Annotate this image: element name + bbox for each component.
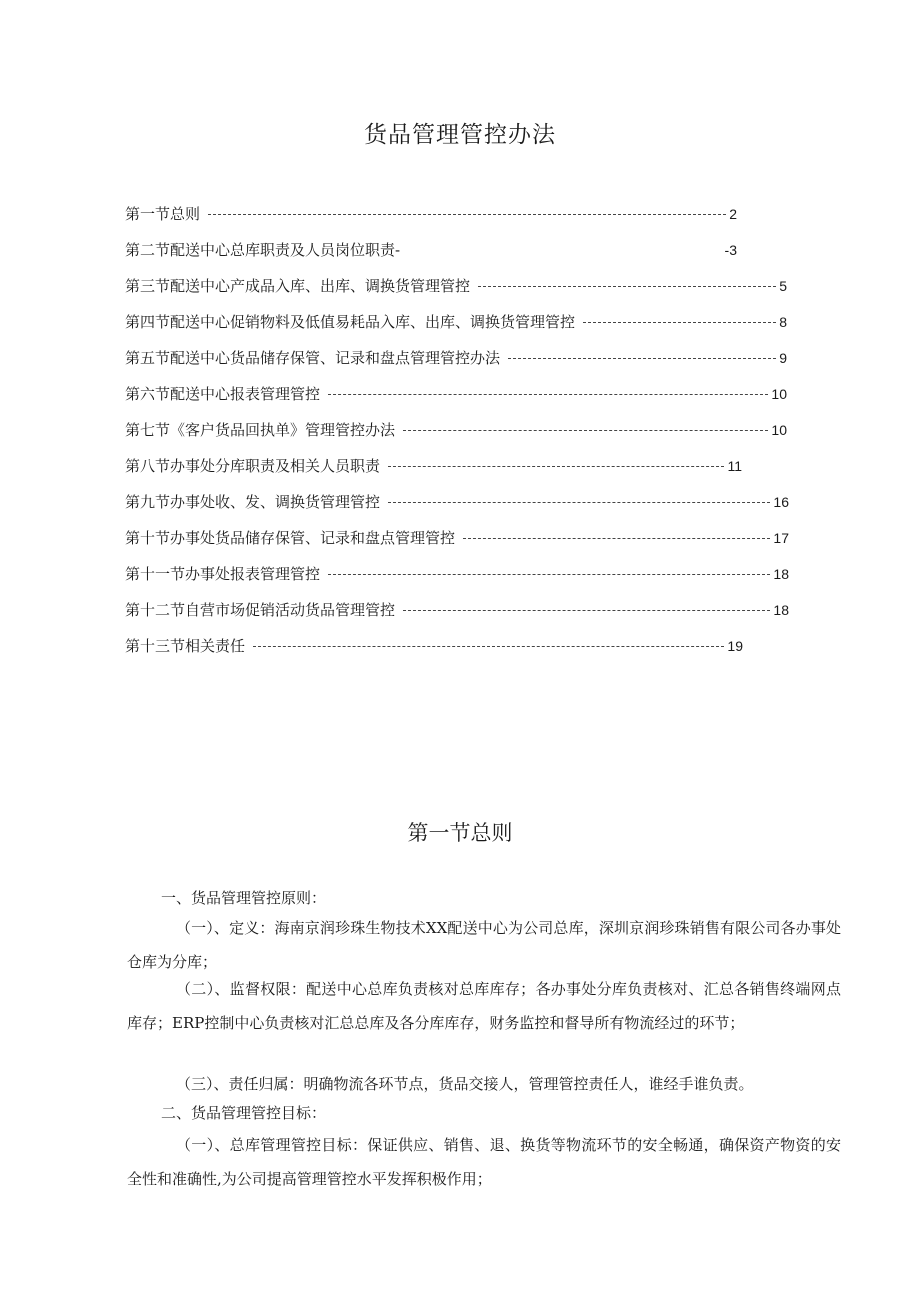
toc-entry-page: 5	[779, 278, 787, 294]
toc-entry-label: 第六节配送中心报表管理管控	[125, 385, 321, 403]
toc-entry-page: 19	[727, 638, 743, 654]
toc-entry-label: 第二节配送中心总库职责及人员岗位职责-	[125, 241, 401, 259]
toc-entry[interactable]	[125, 634, 743, 658]
toc-entry-page: 2	[729, 206, 737, 222]
paragraph: （一）、定义：海南京润珍珠生物技术XX配送中心为公司总库，深圳京润珍珠销售有限公司各办事处仓库为分库；	[127, 919, 841, 971]
toc-leader-dots	[328, 574, 770, 575]
toc-leader-dots	[403, 610, 770, 611]
toc-entry-page: 10	[771, 386, 787, 402]
toc-entry[interactable]	[125, 346, 787, 370]
toc-entry-page: 18	[773, 566, 789, 582]
toc-entry-page: 9	[779, 350, 787, 366]
toc-entry-label: 第十三节相关责任	[125, 637, 246, 655]
toc-entry[interactable]	[125, 382, 787, 406]
toc-leader-dots	[583, 322, 776, 323]
toc-entry-label: 第七节《客户货品回执单》管理管控办法	[125, 421, 396, 439]
toc-leader-dots	[253, 646, 724, 647]
toc-entry-page: 18	[773, 602, 789, 618]
toc-entry[interactable]	[125, 274, 787, 298]
toc-entry[interactable]	[125, 202, 737, 226]
paragraph: （三）、责任归属：明确物流各环节点，货品交接人，管理管控责任人，谁经手谁负责。	[176, 1075, 754, 1093]
paragraph: 一、货品管理管控原则：	[161, 889, 327, 907]
toc-leader-dots	[478, 286, 776, 287]
toc-entry-label: 第十二节自营市场促销活动货品管理管控	[125, 601, 396, 619]
toc-entry[interactable]	[125, 526, 789, 550]
toc-entry-label: 第八节办事处分库职责及相关人员职责	[125, 457, 381, 475]
toc-leader-dots	[508, 358, 776, 359]
toc-entry[interactable]	[125, 310, 787, 334]
toc-entry-page: 11	[727, 458, 742, 474]
toc-entry[interactable]	[125, 562, 789, 586]
toc-entry-label: 第三节配送中心产成品入库、出库、调换货管理管控	[125, 277, 471, 295]
toc-entry-label: 第十一节办事处报表管理管控	[125, 565, 321, 583]
toc-leader-dots	[388, 502, 770, 503]
paragraph: （二）、监督权限：配送中心总库负责核对总库库存；各办事处分库负责核对、汇总各销售终端网点库存；ERP控制中心负责核对汇总总库及各分库库存，财务监控和督导所有物流经过的环节；	[127, 980, 841, 1032]
toc-entry[interactable]	[125, 418, 787, 442]
section-title: 第一节总则	[407, 821, 513, 845]
toc-leader-dots	[208, 214, 726, 215]
document-title: 货品管理管控办法	[364, 122, 556, 148]
toc-leader-dots	[328, 394, 768, 395]
toc-entry-page: 10	[771, 422, 787, 438]
toc-entry-page: -3	[724, 242, 737, 258]
toc-entry[interactable]	[125, 598, 789, 622]
toc-entry-label: 第十节办事处货品储存保管、记录和盘点管理管控	[125, 529, 456, 547]
toc-entry[interactable]	[125, 490, 789, 514]
toc-entry-page: 8	[779, 314, 787, 330]
toc-entry-label: 第九节办事处收、发、调换货管理管控	[125, 493, 381, 511]
toc-leader-dots	[463, 538, 770, 539]
toc-entry-page: 16	[773, 494, 789, 510]
toc-leader-dots	[403, 430, 768, 431]
toc-entry[interactable]	[125, 238, 737, 262]
toc-leader-dots	[388, 466, 724, 467]
paragraph: （一）、总库管理管控目标：保证供应、销售、退、换货等物流环节的安全畅通，确保资产物资的安全性和准确性,为公司提高管理管控水平发挥积极作用；	[127, 1136, 841, 1188]
toc-entry-label: 第五节配送中心货品储存保管、记录和盘点管理管控办法	[125, 349, 501, 367]
paragraph: 二、货品管理管控目标：	[161, 1104, 327, 1122]
toc-entry-label: 第一节总则	[125, 205, 201, 223]
toc-entry-page: 17	[773, 530, 789, 546]
toc-entry[interactable]	[125, 454, 742, 478]
toc-entry-label: 第四节配送中心促销物料及低值易耗品入库、出库、调换货管理管控	[125, 313, 576, 331]
